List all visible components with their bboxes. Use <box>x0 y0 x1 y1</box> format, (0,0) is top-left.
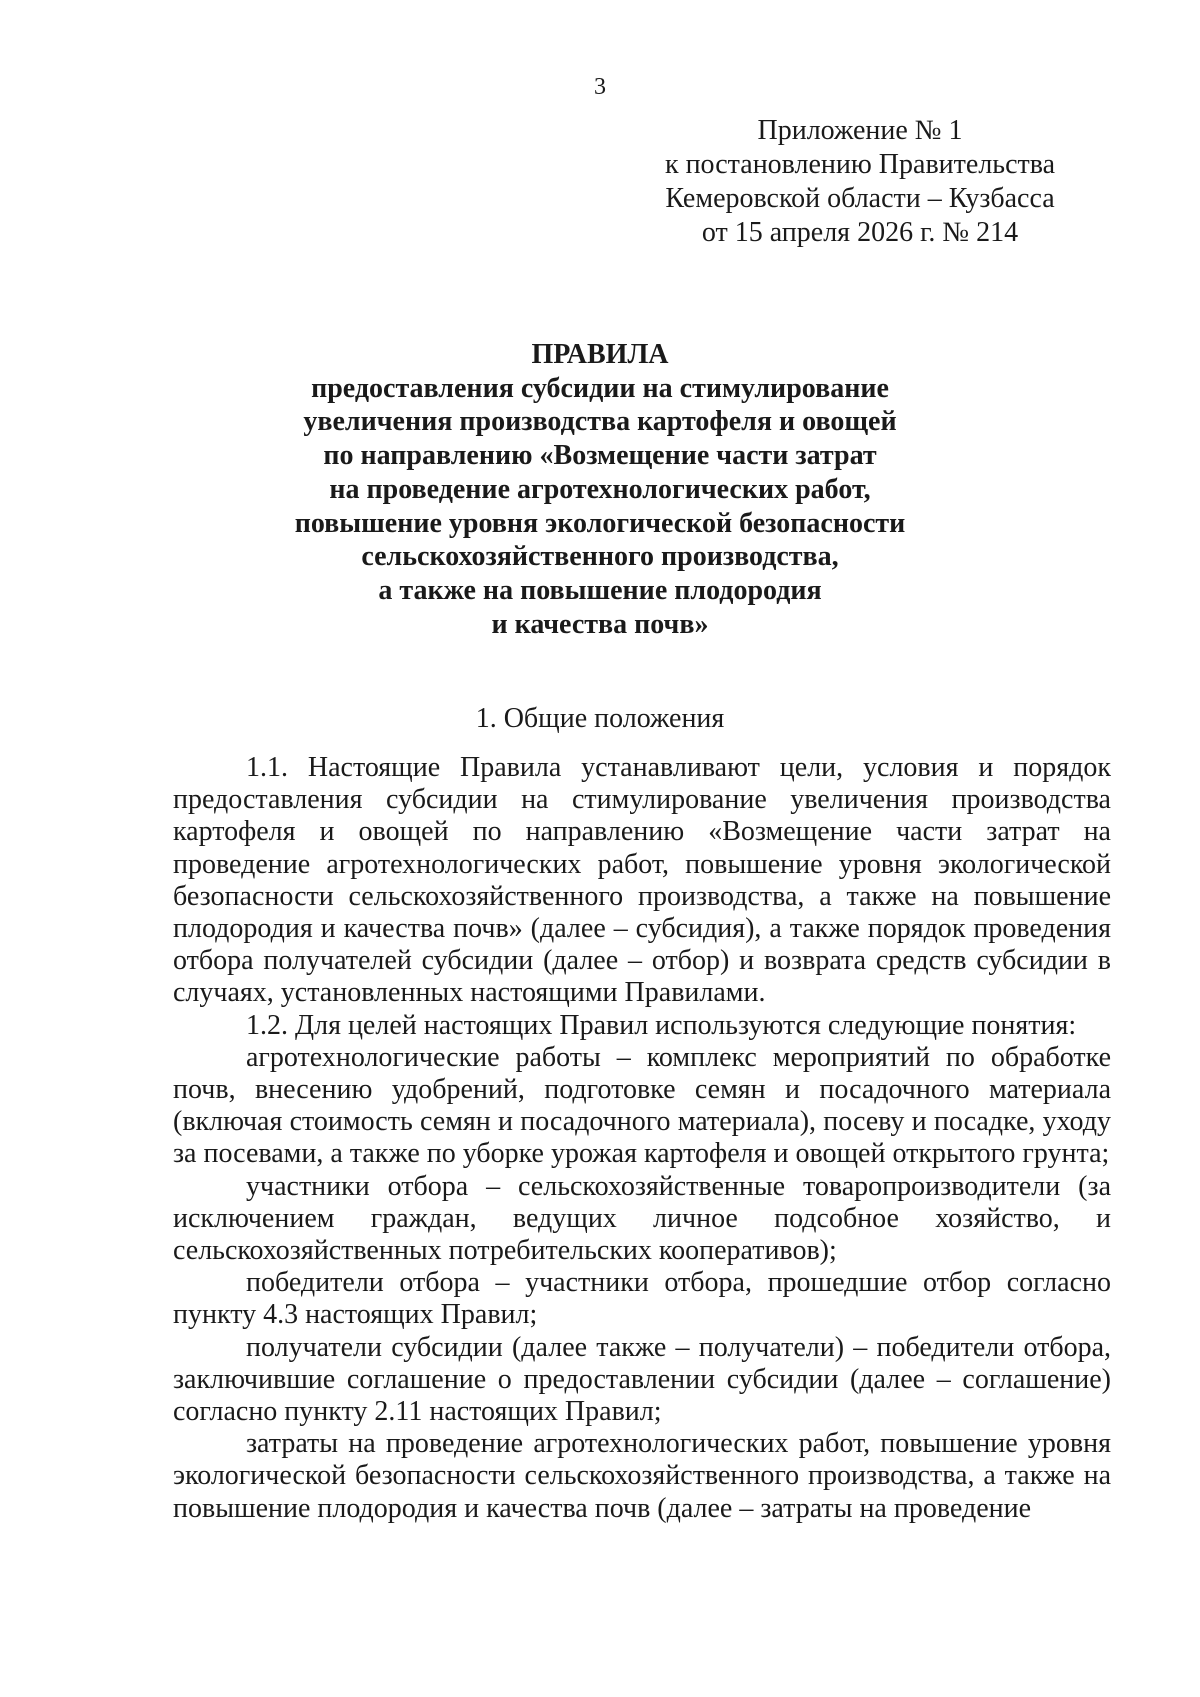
section-heading: 1. Общие положения <box>475 703 725 734</box>
appendix-line: к постановлению Правительства <box>664 149 1056 180</box>
page-number: 3 <box>594 74 606 100</box>
appendix-line: Кемеровской области – Кузбасса <box>665 183 1055 214</box>
title-line: по направлению «Возмещение части затрат <box>323 440 877 472</box>
appendix-line: Приложение № 1 <box>757 115 963 146</box>
paragraph: 1.1. Настоящие Правила устанавливают цели, условия и порядок предоставления субсидии на стимулирование увеличения производства картофеля и овощей по направлению «Возмещение части затрат на проведение агротехнологических работ, повышение уровня экологической безопасности сельскохозяйственного производства, а также на повышение плодородия и качества почв» (далее – субсидия), а также порядок проведения отбора получателей субсидии (далее – отбор) и возврата средств субсидии в случаях, установленных настоящими Правилами. <box>173 752 1111 1009</box>
paragraph: получатели субсидии (далее также – получатели) – победители отбора, заключившие соглашение о предоставлении субсидии (далее – соглашение) согласно пункту 2.11 настоящих Правил; <box>173 1331 1111 1428</box>
paragraph: агротехнологические работы – комплекс мероприятий по обработке почв, внесению удобрений, подготовке семян и посадочного материала (включая стоимость семян и посадочного материала), посеву и посадке, уходу за посевами, а также по уборке урожая картофеля и овощей открытого грунта; <box>173 1041 1111 1170</box>
title-line: а также на повышение плодородия <box>378 574 822 606</box>
paragraph: 1.2. Для целей настоящих Правил используются следующие понятия: <box>246 1009 1077 1041</box>
title-line: повышение уровня экологической безопасности <box>294 507 906 539</box>
title-line: и качества почв» <box>491 608 709 640</box>
title-line: сельскохозяйственного производства, <box>361 541 839 573</box>
title-line: на проведение агротехнологических работ, <box>329 473 871 505</box>
document-body <box>173 752 1111 1525</box>
paragraph: победители отбора – участники отбора, прошедшие отбор согласно пункту 4.3 настоящих Правил; <box>173 1267 1111 1331</box>
document-title <box>170 338 1030 641</box>
paragraph: затраты на проведение агротехнологических работ, повышение уровня экологической безопасности сельскохозяйственного производства, а также на повышение плодородия и качества почв (далее – затраты на проведение <box>173 1428 1111 1524</box>
appendix-line: от 15 апреля 2026 г. № 214 <box>701 217 1019 248</box>
paragraph: участники отбора – сельскохозяйственные товаропроизводители (за исключением граждан, ведущих личное подсобное хозяйство, и сельскохозяйственных потребительских кооперативов); <box>173 1170 1111 1267</box>
appendix-note <box>640 114 1080 250</box>
title-line: увеличения производства картофеля и овощей <box>303 406 897 438</box>
title-line: ПРАВИЛА <box>531 339 669 370</box>
title-line: предоставления субсидии на стимулирование <box>311 372 889 404</box>
